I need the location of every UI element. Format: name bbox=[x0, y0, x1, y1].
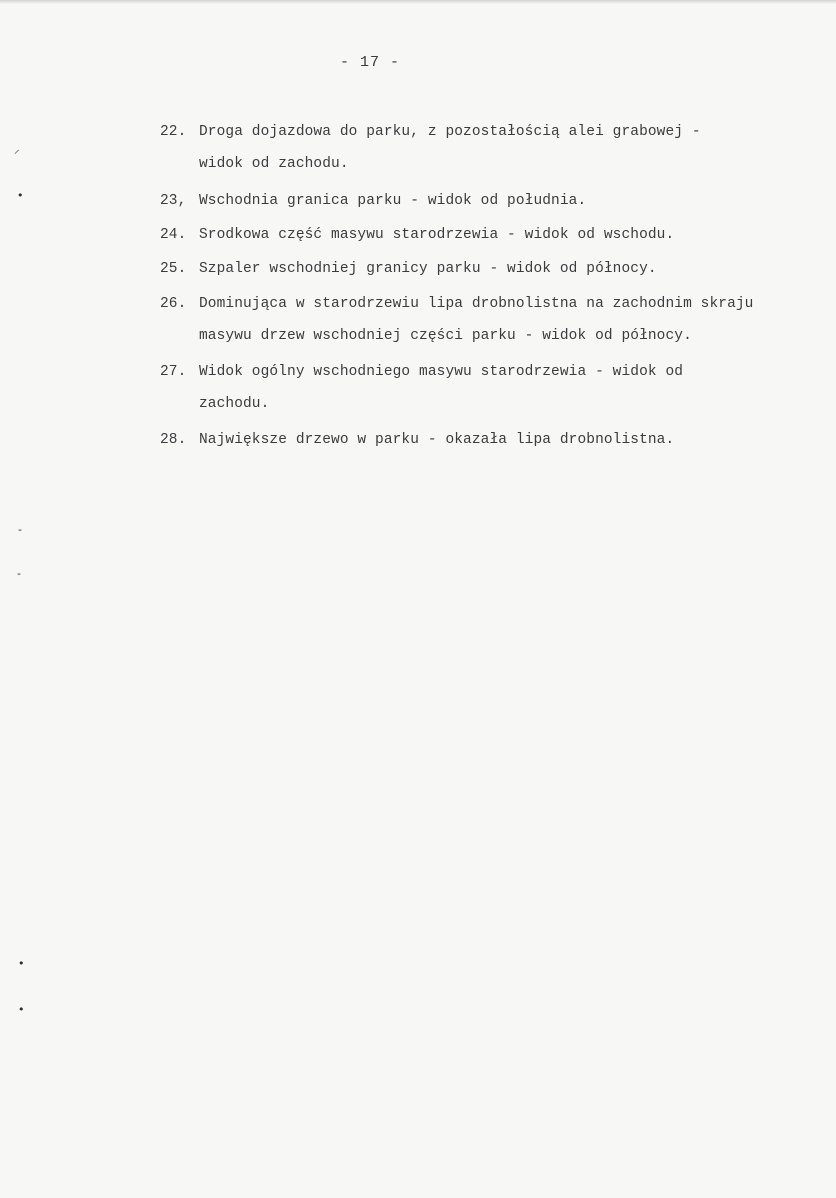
entry-number: 25. bbox=[160, 261, 187, 277]
margin-tick-mark: ⸝ bbox=[14, 143, 20, 156]
entry-text-line: Szpaler wschodniej granicy parku - widok od północy. bbox=[199, 261, 657, 277]
entry-number: 27. bbox=[160, 364, 187, 380]
entry-text-line: zachodu. bbox=[199, 396, 270, 412]
entry-number: 22. bbox=[160, 124, 187, 140]
entry-text-line: Droga dojazdowa do parku, z pozostałością alei grabowej - bbox=[199, 124, 701, 140]
entry-text-line: Srodkowa część masywu starodrzewia - widok od wschodu. bbox=[199, 227, 675, 243]
page-number: - 17 - bbox=[339, 54, 400, 71]
entry-text-line: Dominująca w starodrzewiu lipa drobnolistna na zachodnim skraju bbox=[199, 296, 754, 312]
entry-number: 23, bbox=[160, 193, 187, 209]
entry-text-line: Największe drzewo w parku - okazała lipa drobnolistna. bbox=[199, 432, 675, 448]
entry-text-line: Wschodnia granica parku - widok od południa. bbox=[199, 193, 587, 209]
margin-dot-mark: • bbox=[18, 957, 25, 970]
margin-dash-mark: - bbox=[17, 567, 21, 580]
entry-text-line: masywu drzew wschodniej części parku - widok od północy. bbox=[199, 328, 692, 344]
scan-top-edge bbox=[0, 0, 836, 4]
entry-text-line: Widok ogólny wschodniego masywu starodrzewia - widok od bbox=[199, 364, 684, 380]
margin-dash-mark: - bbox=[18, 523, 22, 536]
entry-number: 28. bbox=[160, 432, 187, 448]
entry-text-line: widok od zachodu. bbox=[199, 156, 349, 172]
entry-number: 24. bbox=[160, 227, 187, 243]
margin-dot-mark: • bbox=[17, 189, 24, 202]
entry-number: 26. bbox=[160, 296, 187, 312]
margin-dot-mark: • bbox=[18, 1003, 25, 1016]
